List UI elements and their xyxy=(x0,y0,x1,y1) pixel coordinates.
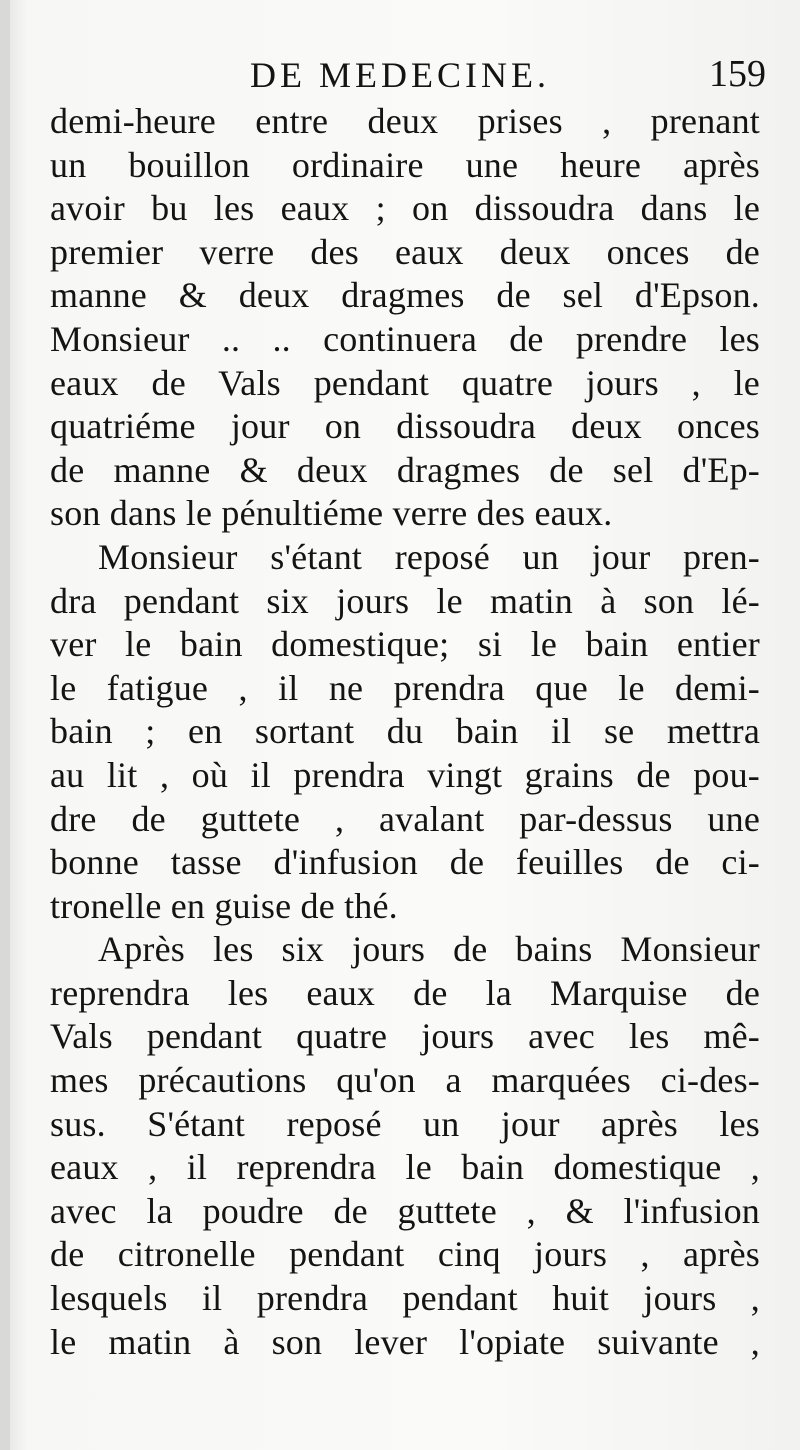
page-number: 159 xyxy=(709,53,766,95)
text-line: Vals pendant quatre jours avec les mê- xyxy=(50,1016,760,1057)
text-line: mes précautions qu'on a marquées ci-des- xyxy=(50,1060,760,1101)
text-line: bonne tasse d'infusion de feuilles de ci- xyxy=(50,842,760,883)
text-line: avoir bu les eaux ; on dissoudra dans le xyxy=(50,188,760,229)
text-line: dre de guttete , avalant par-dessus une xyxy=(50,798,760,839)
text-line: Après les six jours de bains Monsieur xyxy=(98,929,760,970)
text-line: premier verre des eaux deux onces de xyxy=(50,231,760,272)
text-line: Monsieur s'étant reposé un jour pren- xyxy=(98,536,760,577)
text-line: reprendra les eaux de la Marquise de xyxy=(50,972,760,1013)
text-line: manne & deux dragmes de sel d'Epson. xyxy=(50,275,760,316)
running-head: DE MEDECINE. xyxy=(250,55,550,95)
text-line: dra pendant six jours le matin à son lé- xyxy=(50,580,760,621)
text-line: Monsieur .. .. continuera de prendre les xyxy=(50,318,760,359)
text-line: bain ; en sortant du bain il se mettra xyxy=(50,711,760,752)
text-line: ver le bain domestique; si le bain entier xyxy=(50,624,760,665)
text-line: lesquels il prendra pendant huit jours , xyxy=(50,1278,760,1319)
text-line: eaux de Vals pendant quatre jours , le xyxy=(50,362,760,403)
text-line: son dans le pénultiéme verre des eaux. xyxy=(50,493,613,534)
text-line: tronelle en guise de thé. xyxy=(50,885,398,926)
text-line: avec la poudre de guttete , & l'infusion xyxy=(50,1190,760,1231)
body-text xyxy=(50,100,760,1364)
text-line: quatriéme jour on dissoudra deux onces xyxy=(50,406,760,447)
text-line: de citronelle pendant cinq jours , après xyxy=(50,1234,760,1275)
text-line: de manne & deux dragmes de sel d'Ep- xyxy=(50,449,760,490)
text-line: sus. S'étant reposé un jour après les xyxy=(50,1103,760,1144)
text-line: au lit , où il prendra vingt grains de pou- xyxy=(50,754,760,795)
text-line: le fatigue , il ne prendra que le demi- xyxy=(50,667,760,708)
page-header xyxy=(0,44,800,104)
text-line: un bouillon ordinaire une heure après xyxy=(50,144,760,185)
text-line: demi-heure entre deux prises , prenant xyxy=(50,101,760,141)
binding-gutter xyxy=(0,0,10,1450)
text-line: eaux , il reprendra le bain domestique , xyxy=(50,1147,760,1188)
text-line: le matin à son lever l'opiate suivante , xyxy=(50,1321,760,1362)
